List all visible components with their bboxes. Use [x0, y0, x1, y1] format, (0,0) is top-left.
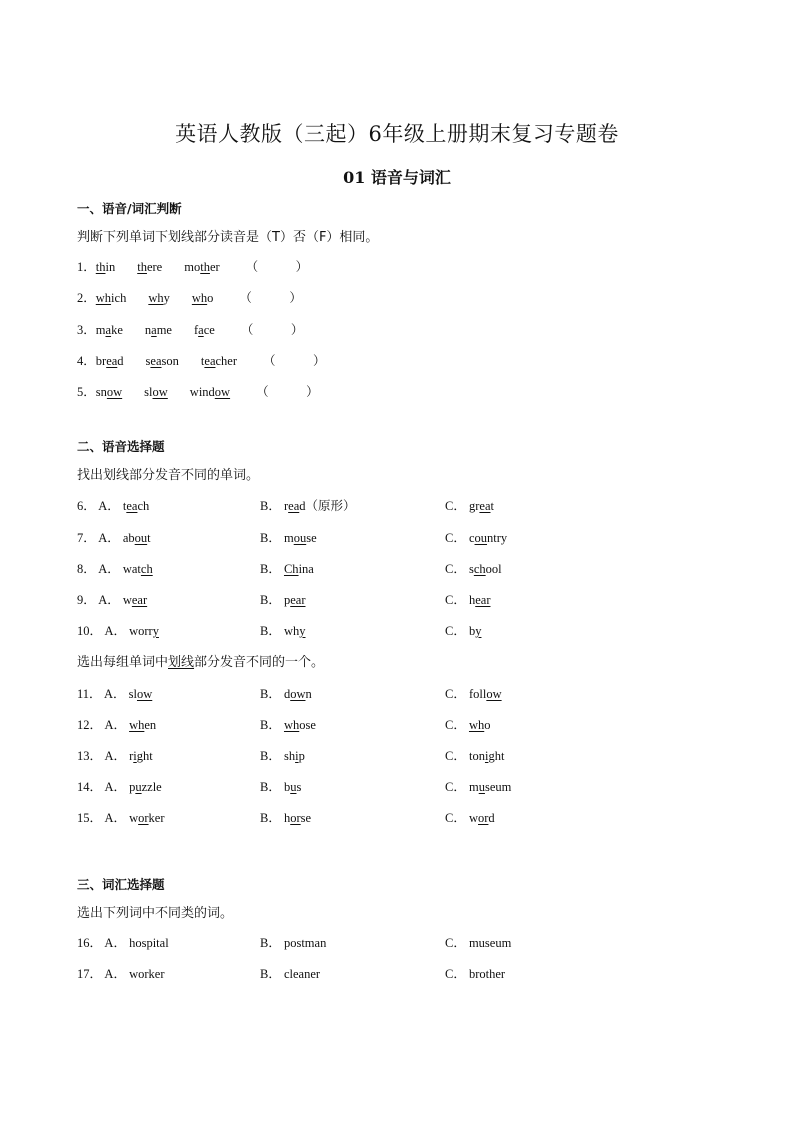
- option-word: by: [468, 624, 482, 638]
- item-number: 4．: [77, 354, 96, 368]
- option-label: C．: [445, 780, 469, 794]
- option-word: museum: [468, 780, 512, 794]
- item-word: season: [145, 354, 179, 368]
- option-label: A．: [104, 749, 130, 763]
- option-word: when: [129, 718, 157, 732]
- option-label: C．: [445, 718, 469, 732]
- item-word: which: [95, 291, 127, 305]
- item-word: window: [189, 385, 231, 399]
- item-word: snow: [95, 385, 123, 399]
- option-word: hear: [468, 593, 491, 607]
- item-word: teacher: [200, 354, 238, 368]
- judge-item: [77, 257, 308, 275]
- option-label: B．: [260, 624, 284, 638]
- section3-instruction: 选出下列词中不同类的词。: [77, 906, 234, 921]
- option-a[interactable]: [77, 746, 153, 764]
- option-a[interactable]: [77, 590, 147, 608]
- item-word: face: [193, 323, 215, 337]
- option-label: A．: [103, 687, 129, 701]
- option-b[interactable]: [260, 559, 314, 577]
- option-label: C．: [445, 811, 469, 825]
- option-label: A．: [98, 499, 123, 513]
- option-a[interactable]: [77, 777, 162, 795]
- option-label: B．: [260, 749, 284, 763]
- option-word: mouse: [283, 531, 317, 545]
- option-b[interactable]: [260, 684, 312, 702]
- option-word: horse: [283, 811, 312, 825]
- option-c[interactable]: [445, 684, 502, 702]
- option-label: A．: [98, 593, 123, 607]
- option-label: A．: [98, 531, 123, 545]
- option-word: slow: [128, 687, 153, 701]
- item-number: 7．: [77, 531, 99, 545]
- option-b[interactable]: [260, 746, 305, 764]
- option-word: down: [283, 687, 312, 701]
- section2-instruction1: 找出划线部分发音不同的单词。: [77, 468, 260, 483]
- option-label: C．: [445, 593, 469, 607]
- option-word: teach: [122, 499, 150, 513]
- item-number: 10．: [77, 624, 105, 638]
- item-number: 15．: [77, 811, 105, 825]
- option-word: watch: [122, 562, 153, 576]
- item-word: slow: [144, 385, 168, 399]
- option-c[interactable]: [445, 621, 481, 639]
- item-word: make: [95, 323, 123, 337]
- option-label: B．: [260, 593, 284, 607]
- option-a[interactable]: 17． A． worker: [77, 967, 165, 981]
- section3-heading: 三、词汇选择题: [77, 877, 165, 892]
- option-a[interactable]: 16． A． hospital: [77, 936, 169, 950]
- option-word: wear: [122, 593, 148, 607]
- option-c[interactable]: [445, 808, 495, 826]
- option-b[interactable]: [260, 777, 301, 795]
- option-label: C．: [445, 499, 469, 513]
- item-number: 1．: [77, 260, 96, 274]
- page-title: 英语人教版（三起）6年级上册期末复习专题卷: [175, 122, 619, 146]
- option-word: school: [468, 562, 502, 576]
- option-b[interactable]: [260, 715, 316, 733]
- option-label: A．: [104, 624, 130, 638]
- item-word: there: [137, 260, 163, 274]
- option-word: about: [122, 531, 151, 545]
- option-label: B．: [260, 811, 284, 825]
- option-c[interactable]: [445, 559, 502, 577]
- item-word: why: [148, 291, 170, 305]
- option-word: tonight: [468, 749, 505, 763]
- section1-instruction: 判断下列单词下划线部分读音是（T）否（F）相同。: [77, 230, 379, 245]
- option-label: B．: [260, 531, 284, 545]
- option-word: worry: [129, 624, 159, 638]
- item-number: 9．: [77, 593, 99, 607]
- judge-item: [77, 288, 302, 306]
- item-number: 11．: [77, 687, 104, 701]
- answer-blank[interactable]: （ ）: [256, 385, 319, 399]
- judge-item: [77, 382, 319, 400]
- option-word: who: [468, 718, 491, 732]
- option-label: B．: [260, 718, 284, 732]
- option-b[interactable]: [260, 808, 311, 826]
- answer-blank[interactable]: （ ）: [239, 291, 302, 305]
- option-b[interactable]: B． postman: [260, 936, 327, 950]
- option-label: A．: [104, 718, 130, 732]
- option-word: bus: [283, 780, 302, 794]
- option-word: right: [129, 749, 153, 763]
- option-c[interactable]: C． museum: [445, 936, 512, 950]
- option-b[interactable]: [260, 496, 356, 514]
- option-word: great: [468, 499, 494, 513]
- item-number: 13．: [77, 749, 105, 763]
- option-word: puzzle: [129, 780, 162, 794]
- option-label: C．: [445, 687, 469, 701]
- item-number: 6．: [77, 499, 99, 513]
- option-label: A．: [104, 811, 130, 825]
- item-number: 5．: [77, 385, 96, 399]
- option-c[interactable]: [445, 746, 504, 764]
- item-number: 12．: [77, 718, 105, 732]
- option-b[interactable]: B． cleaner: [260, 967, 321, 981]
- option-c[interactable]: [445, 777, 511, 795]
- item-number: 8．: [77, 562, 99, 576]
- option-c[interactable]: C． brother: [445, 967, 506, 981]
- option-word: ship: [283, 749, 305, 763]
- option-label: C．: [445, 749, 469, 763]
- item-word: who: [191, 291, 214, 305]
- item-number: 3．: [77, 323, 96, 337]
- option-label: B．: [260, 562, 284, 576]
- option-word: China: [283, 562, 314, 576]
- option-a[interactable]: [77, 559, 153, 577]
- option-word: whose: [283, 718, 316, 732]
- item-number: 2．: [77, 291, 96, 305]
- answer-blank[interactable]: （ ）: [240, 323, 304, 337]
- option-word: pear: [283, 593, 306, 607]
- option-word: read（原形）: [283, 499, 356, 513]
- option-word: word: [468, 811, 495, 825]
- option-word: worker: [129, 811, 165, 825]
- option-a[interactable]: [77, 684, 152, 702]
- option-a[interactable]: [77, 621, 159, 639]
- option-b[interactable]: [260, 621, 306, 639]
- option-label: C．: [445, 562, 469, 576]
- option-label: B．: [260, 780, 284, 794]
- option-c[interactable]: [445, 715, 491, 733]
- option-b[interactable]: [260, 590, 305, 608]
- option-label: C．: [445, 624, 469, 638]
- item-number: 14．: [77, 780, 105, 794]
- option-c[interactable]: [445, 496, 494, 514]
- option-label: C．: [445, 531, 469, 545]
- judge-item: [77, 320, 303, 338]
- item-word: bread: [95, 354, 124, 368]
- option-label: A．: [104, 780, 130, 794]
- option-a[interactable]: [77, 528, 151, 546]
- option-label: B．: [260, 687, 284, 701]
- option-word: follow: [468, 687, 502, 701]
- judge-item: [77, 351, 326, 369]
- option-c[interactable]: [445, 590, 490, 608]
- section1-heading: 一、语音/词汇判断: [77, 201, 182, 216]
- page-subtitle: 01 语音与词汇: [343, 168, 451, 187]
- section2-instruction2: 选出每组单词中划线部分发音不同的一个。: [77, 655, 325, 670]
- item-word: mother: [184, 260, 220, 274]
- item-word: thin: [95, 260, 116, 274]
- option-label: A．: [98, 562, 123, 576]
- option-a[interactable]: [77, 808, 165, 826]
- option-label: B．: [260, 499, 284, 513]
- option-word: why: [283, 624, 306, 638]
- answer-blank[interactable]: （ ）: [245, 260, 309, 274]
- answer-blank[interactable]: （ ）: [263, 354, 326, 368]
- section2-heading: 二、语音选择题: [77, 439, 165, 454]
- option-a[interactable]: [77, 496, 149, 514]
- option-b[interactable]: [260, 528, 317, 546]
- item-word: name: [144, 323, 172, 337]
- option-c[interactable]: [445, 528, 507, 546]
- option-a[interactable]: [77, 715, 156, 733]
- option-word: country: [468, 531, 508, 545]
